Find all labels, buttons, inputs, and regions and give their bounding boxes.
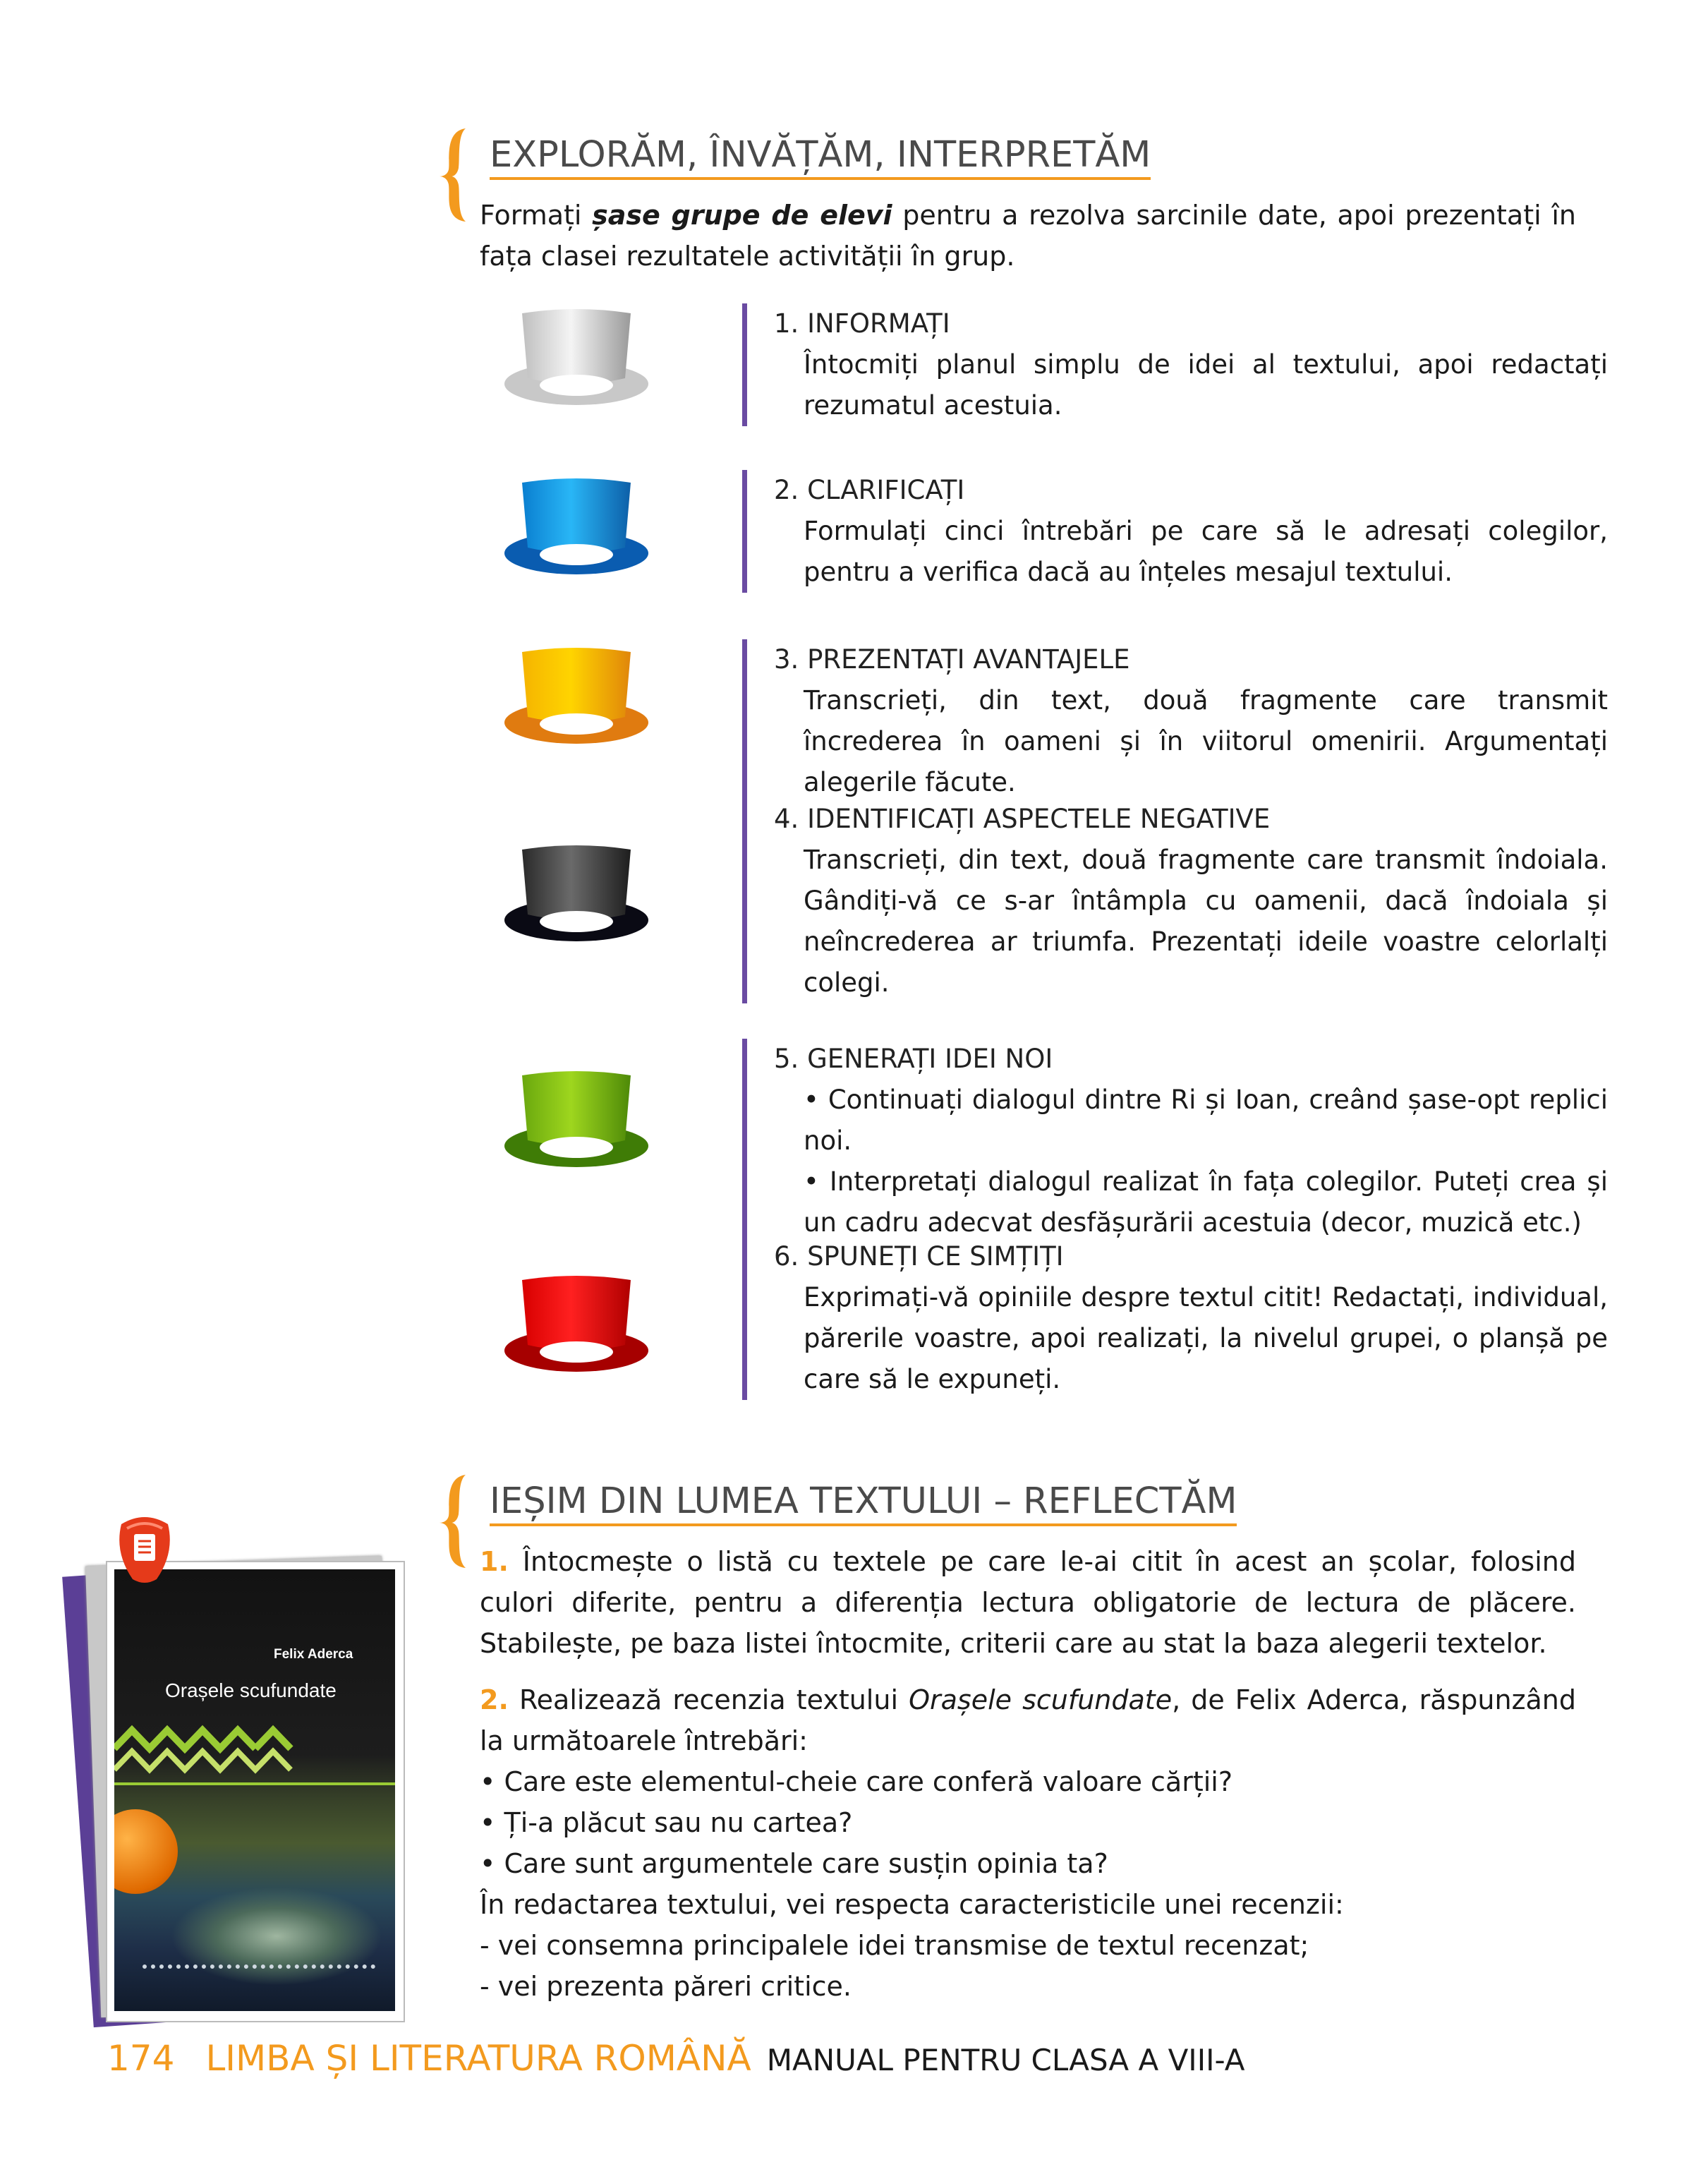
zigzag-decoration-icon — [114, 1725, 395, 1788]
task-text: Formulați cinci întrebări pe care să le adresați colegilor, pentru a verifica dacă au înțeles mesajul textului. — [804, 516, 1608, 587]
task-text: Întocmiți planul simplu de idei al textului, apoi redactați rezumatul acestuia. — [804, 349, 1608, 421]
page-number: 174 — [107, 2038, 175, 2079]
question-bullet: • Care este elementul-cheie care conferă valoare cărții? — [480, 1766, 1233, 1797]
reflect-content — [440, 1541, 1576, 2007]
task-bullet: • Continuați dialogul dintre Ri și Ioan, creând șase-opt replici noi. — [804, 1085, 1608, 1156]
book-author: Felix Aderca — [274, 1647, 353, 1662]
item-number: 2. — [480, 1684, 509, 1715]
book-cover-illustration — [78, 1510, 416, 2025]
task-text: Transcrieți, din text, două fragmente care transmit îndoiala. Gândiți-vă ce s-ar întâmpla cu oamenii, dacă îndoiala și neîncrederea ar triumfa. Prezentați ideile voastre celorlalți colegi. — [804, 845, 1608, 998]
task-heading: 1. INFORMAȚI — [774, 308, 950, 339]
white-hat-icon — [501, 308, 652, 406]
task-aspecte-negative — [742, 799, 1608, 1003]
intro-text-end: pentru a rezolva sarcinile date, apoi prezentați în fața clasei rezultatele activității în grup. — [480, 200, 1576, 272]
book-title-reference: Orașele scufundate — [909, 1684, 1173, 1715]
section-header-explore — [437, 126, 1171, 203]
task-text: Transcrieți, din text, două fragmente care transmit încrederea în oameni și în viitorul omenirii. Argumentați alegerile făcute. — [804, 685, 1608, 797]
footer-subject: LIMBA ȘI LITERATURA ROMÂNĂ — [205, 2038, 751, 2079]
item-text: Întocmește o listă cu textele pe care le-ai citit în acest an școlar, folosind culori diferite, pentru a diferenția lectura obligatorie de lectura de plăcere. Stabilește, pe baza listei întocmite, criterii care au stat la baza alegerii textelor. — [480, 1546, 1576, 1659]
reading-badge-icon — [114, 1510, 175, 1588]
question-bullet: • Care sunt argumentele care susțin opinia ta? — [480, 1848, 1108, 1879]
reflect-item-1 — [440, 1541, 1576, 1664]
task-clarificati — [742, 470, 1608, 593]
task-heading: 2. CLARIFICAȚI — [774, 475, 965, 505]
task-ce-simtiti — [742, 1236, 1608, 1400]
question-bullet: • Ți-a plăcut sau nu cartea? — [480, 1807, 853, 1838]
section-title: IEȘIM DIN LUMEA TEXTULUI – REFLECTĂM — [490, 1480, 1237, 1526]
task-heading: 4. IDENTIFICAȚI ASPECTELE NEGATIVE — [774, 804, 1271, 834]
task-heading: 5. GENERAȚI IDEI NOI — [774, 1044, 1053, 1074]
item-text: , de Felix Aderca, răspunzând la următoarele întrebări: — [480, 1684, 1577, 1756]
section-header-reflect — [437, 1472, 1237, 1550]
book-title: Orașele scufundate — [165, 1679, 337, 1701]
item-number: 1. — [480, 1546, 509, 1577]
red-hat-icon — [501, 1274, 652, 1373]
review-instruction: În redactarea textului, vei respecta caracteristicile unei recenzii: — [480, 1889, 1344, 1920]
orange-planet-icon — [114, 1809, 178, 1894]
section-title: EXPLORĂM, ÎNVĂȚĂM, INTERPRETĂM — [490, 134, 1151, 180]
intro-paragraph — [440, 195, 1576, 277]
review-requirement: - vei consemna principalele idei transmise de textul recenzat; — [480, 1930, 1309, 1961]
task-informati — [742, 303, 1608, 426]
page-footer — [107, 2038, 1244, 2079]
intro-emphasis: șase grupe de elevi — [592, 200, 892, 231]
black-hat-icon — [501, 844, 652, 943]
footer-manual: MANUAL PENTRU CLASA A VIII-A — [766, 2043, 1245, 2077]
green-hat-icon — [501, 1070, 652, 1169]
task-idei-noi — [742, 1039, 1608, 1243]
task-bullet: • Interpretați dialogul realizat în fața colegilor. Puteți crea și un cadru adecvat desfășurării acestuia (decor, muzică etc.) — [804, 1166, 1608, 1238]
yellow-hat-icon — [501, 646, 652, 745]
task-text: Exprimați-vă opiniile despre textul citit! Redactați, individual, părerile voastre, apoi realizați, la nivelul grupei, o planșă pe care să le expuneți. — [804, 1282, 1608, 1394]
task-heading: 3. PREZENTAȚI AVANTAJELE — [774, 644, 1130, 675]
task-prezentati-avantajele — [742, 639, 1608, 803]
reflect-item-2 — [440, 1679, 1576, 1761]
intro-text-start: Formați — [480, 200, 593, 231]
item-text: Realizează recenzia textului — [508, 1684, 909, 1715]
blue-hat-icon — [501, 477, 652, 576]
task-heading: 6. SPUNEȚI CE SIMȚIȚI — [774, 1241, 1064, 1272]
review-requirement: - vei prezenta păreri critice. — [480, 1971, 852, 2002]
